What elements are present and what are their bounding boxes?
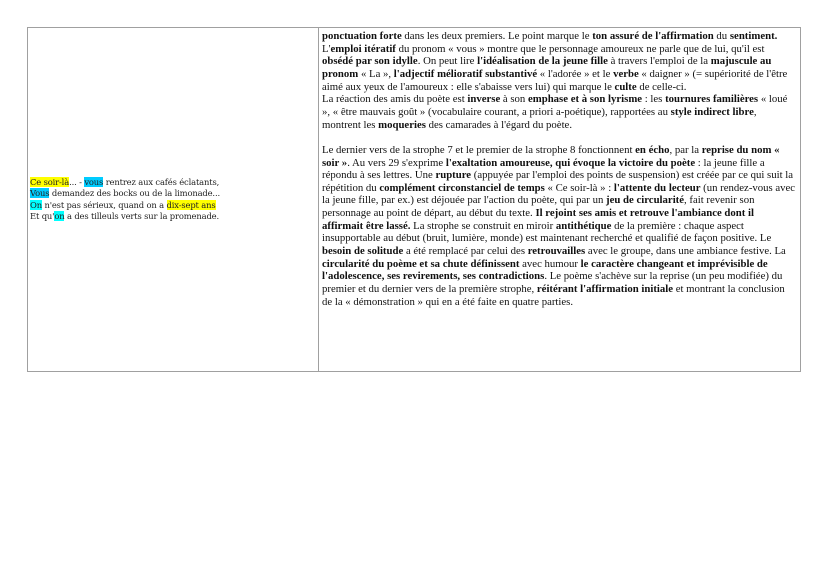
bold-phrase: emploi itératif — [330, 42, 396, 55]
text: de la première : chaque aspect insupportable au début (bruit, lumière, monde) est maintenant recherché et qualifié de façon positive. Le — [322, 219, 772, 245]
bold-phrase: emphase et à son lyrisme — [528, 93, 643, 106]
text: « La », — [358, 67, 394, 80]
commentary-paragraph-3 — [322, 144, 797, 309]
text: « loué », « être mauvais goût » (vocabulaire courant, a priori a-poétique), rapportées au — [322, 93, 788, 118]
text: à son — [500, 93, 528, 106]
bold-phrase: circularité du poème et sa chute définissent — [322, 257, 520, 270]
bold-phrase: ponctuation forte — [322, 30, 402, 42]
text: , montrent les — [322, 105, 757, 131]
bold-phrase: Il rejoint ses amis et retrouve l'ambiance dont il affirmait être lassé. — [322, 207, 755, 232]
bold-phrase: style indirect libre — [670, 105, 754, 118]
text: (un rendez-vous avec la jeune fille, par ex.) est déjouée par l'action du poète, qui par un — [322, 181, 796, 207]
bold-phrase: reprise du nom « soir » — [322, 143, 780, 169]
text: dans les deux premiers. Le point marque le — [401, 30, 593, 42]
analysis-table — [27, 27, 801, 372]
text: rentrez aux cafés éclatants, — [103, 176, 220, 187]
poem-excerpt — [30, 177, 220, 223]
bold-phrase: inverse — [467, 93, 501, 106]
text: du pronom « vous » montre que le personnage amoureux ne parle que de lui, qu'il est — [395, 42, 765, 55]
text: : les — [642, 93, 666, 106]
text: et montrant la conclusion de la « démonstration » qui en a été faite en quatre parties. — [322, 283, 785, 308]
text: La réaction des amis du poète est — [322, 93, 468, 106]
bold-phrase: l'adjectif mélioratif substantivé — [393, 67, 538, 80]
bold-phrase: réitérant l'affirmation initiale — [536, 283, 674, 296]
commentary-paragraph-1 — [322, 30, 797, 93]
text: Le dernier vers de la strophe 7 et le premier de la strophe 8 fonctionnent — [322, 143, 636, 156]
text: a été remplacé par celui des — [403, 245, 528, 258]
bold-phrase: antithétique — [555, 219, 612, 232]
highlight-time-phrase: Ce soir-là — [30, 176, 70, 187]
bold-phrase: moqueries — [378, 118, 426, 131]
text: n'est pas sérieux, quand on a — [41, 199, 167, 210]
text: a des tilleuls verts sur la promenade. — [64, 210, 219, 221]
bold-phrase: en écho — [635, 143, 670, 156]
text: . Le poème s'achève sur la reprise (un peu modifiée) du premier et du dernier vers de la première strophe, — [322, 270, 783, 296]
commentary-paragraph-2 — [322, 93, 797, 131]
bold-phrase: l'exaltation amoureuse, qui évoque la victoire du poète — [445, 156, 696, 169]
text: . On peut lire — [417, 55, 478, 68]
bold-phrase: culte — [614, 80, 637, 93]
bold-phrase: l'attente du lecteur — [613, 181, 701, 194]
poem-line-1 — [30, 177, 220, 188]
text: L' — [322, 42, 331, 55]
text: du — [713, 30, 730, 42]
bold-phrase: le caractère changeant et imprévisible de l'adolescence, ses revirements, ses contradictions — [322, 257, 768, 283]
text: de celle-ci. — [636, 80, 687, 93]
poem-cell — [28, 28, 319, 371]
text: . Au vers 29 s'exprime — [347, 156, 446, 169]
text: « l'adorée » et le — [537, 67, 614, 80]
poem-line-3 — [30, 200, 220, 211]
text: Et qu' — [30, 210, 55, 221]
text: : la jeune fille a répondu à ses lettres. Une — [322, 156, 765, 182]
highlight-pronoun: vous — [84, 176, 104, 187]
bold-phrase: tournures familières — [665, 93, 759, 106]
bold-phrase: sentiment. — [729, 30, 778, 42]
text: La strophe se construit en miroir — [410, 219, 556, 232]
highlight-pronoun: on — [54, 210, 65, 221]
text: , fait revenir son personnage au point de départ, au début du texte. — [322, 194, 755, 220]
bold-phrase: ton assuré de l'affirmation — [592, 30, 714, 42]
text: « Ce soir-là » : — [544, 181, 614, 194]
bold-phrase: verbe — [613, 67, 639, 80]
text: à travers l'emploi de la — [607, 55, 711, 68]
bold-phrase: jeu de circularité — [606, 194, 685, 207]
highlight-pronoun: On — [30, 199, 42, 210]
bold-phrase: obsédé par son idylle — [322, 55, 418, 68]
poem-line-4 — [30, 211, 220, 222]
bold-phrase: rupture — [435, 169, 472, 182]
text: , par la — [669, 143, 702, 156]
text: des camarades à l'égard du poète. — [425, 118, 573, 131]
bold-phrase: l'idéalisation de la jeune fille — [477, 55, 608, 68]
text: ... - — [69, 176, 85, 187]
poem-line-2 — [30, 188, 220, 199]
bold-phrase: besoin de solitude — [322, 245, 404, 258]
text: avec humour — [519, 257, 581, 270]
highlight-pronoun: Vous — [30, 188, 50, 199]
text: demandez des bocks ou de la limonade... — [49, 188, 220, 199]
text: (appuyée par l'emploi des points de suspension) est créée par ce qui suit la répétition du — [322, 169, 794, 194]
highlight-age: dix-sept ans — [166, 199, 216, 210]
commentary-cell — [319, 28, 800, 371]
bold-phrase: retrouvailles — [527, 245, 586, 258]
bold-phrase: majuscule au pronom — [322, 55, 772, 80]
text: avec le groupe, dans une ambiance festive. La — [585, 245, 786, 258]
bold-phrase: complément circonstanciel de temps — [379, 181, 545, 194]
text: « daigner » (= supériorité de l'être aimé aux yeux de l'amoureux : elle s'abaisse vers lui) qui marque le — [322, 67, 788, 93]
